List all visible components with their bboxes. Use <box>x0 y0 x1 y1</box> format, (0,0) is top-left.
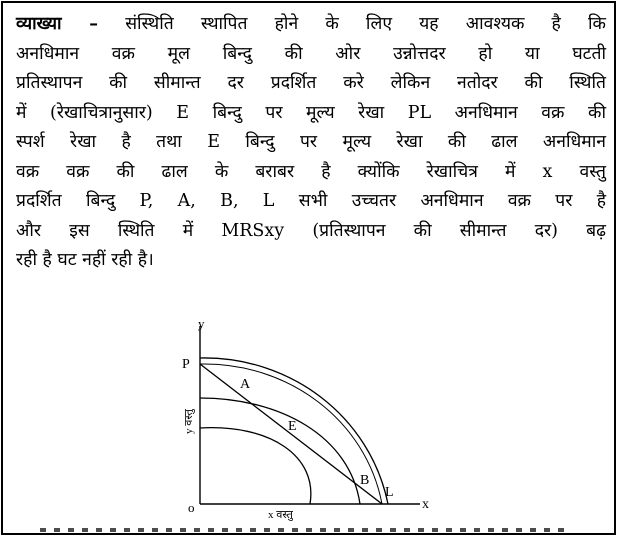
paragraph-line: स्पर्श रेखा है तथा E बिन्दु पर मूल्य रेखा की ढाल अनधिमान <box>16 132 606 152</box>
paragraph-line: रही है घट नहीं रही है। <box>16 250 154 270</box>
y-axis-label: y <box>198 316 205 331</box>
paragraph-line: प्रतिस्थापन की सीमान्त दर प्रदर्शित करे लेकिन नतोदर की स्थिति <box>16 73 606 93</box>
paragraph-heading: व्याख्या – <box>16 14 99 34</box>
point-label-a: A <box>240 377 251 392</box>
paragraph-line: और इस स्थिति में MRSxy (प्रतिस्थापन की सीमान्त दर) बढ़ <box>16 220 606 241</box>
origin-label: o <box>188 500 195 515</box>
paragraph-line: व्याख्या – संस्थिति स्थापित होने के लिए यह आवश्यक है कि <box>16 14 606 34</box>
cropped-next-line <box>40 528 570 532</box>
x-axis-label: x <box>422 497 429 512</box>
paragraph-line: में (रेखाचित्रानुसार) E बिन्दु पर मूल्य रेखा PL अनधिमान वक्र की <box>16 102 606 123</box>
point-label-p: P <box>182 357 190 372</box>
explanation-paragraph <box>16 10 606 276</box>
middle-indifference-curve <box>200 398 360 504</box>
point-label-b: B <box>360 473 370 488</box>
point-label-l: L <box>385 485 394 500</box>
x-axis-title: x वस्तु <box>268 509 293 521</box>
y-axis-title: y वस्तु <box>183 409 195 434</box>
paragraph-line: अनधिमान वक्र मूल बिन्दु की ओर उन्नोत्तदर हो या घटती <box>16 43 606 64</box>
paragraph-line: प्रदर्शित बिन्दु P, A, B, L सभी उच्चतर अनधिमान वक्र पर है <box>16 191 606 211</box>
indifference-curve-diagram <box>170 316 440 526</box>
point-label-e: E <box>288 419 297 434</box>
inner-indifference-curve <box>200 428 311 504</box>
paragraph-line: वक्र वक्र की ढाल के बराबर है क्योंकि रेखाचित्र में x वस्तु <box>16 161 606 182</box>
